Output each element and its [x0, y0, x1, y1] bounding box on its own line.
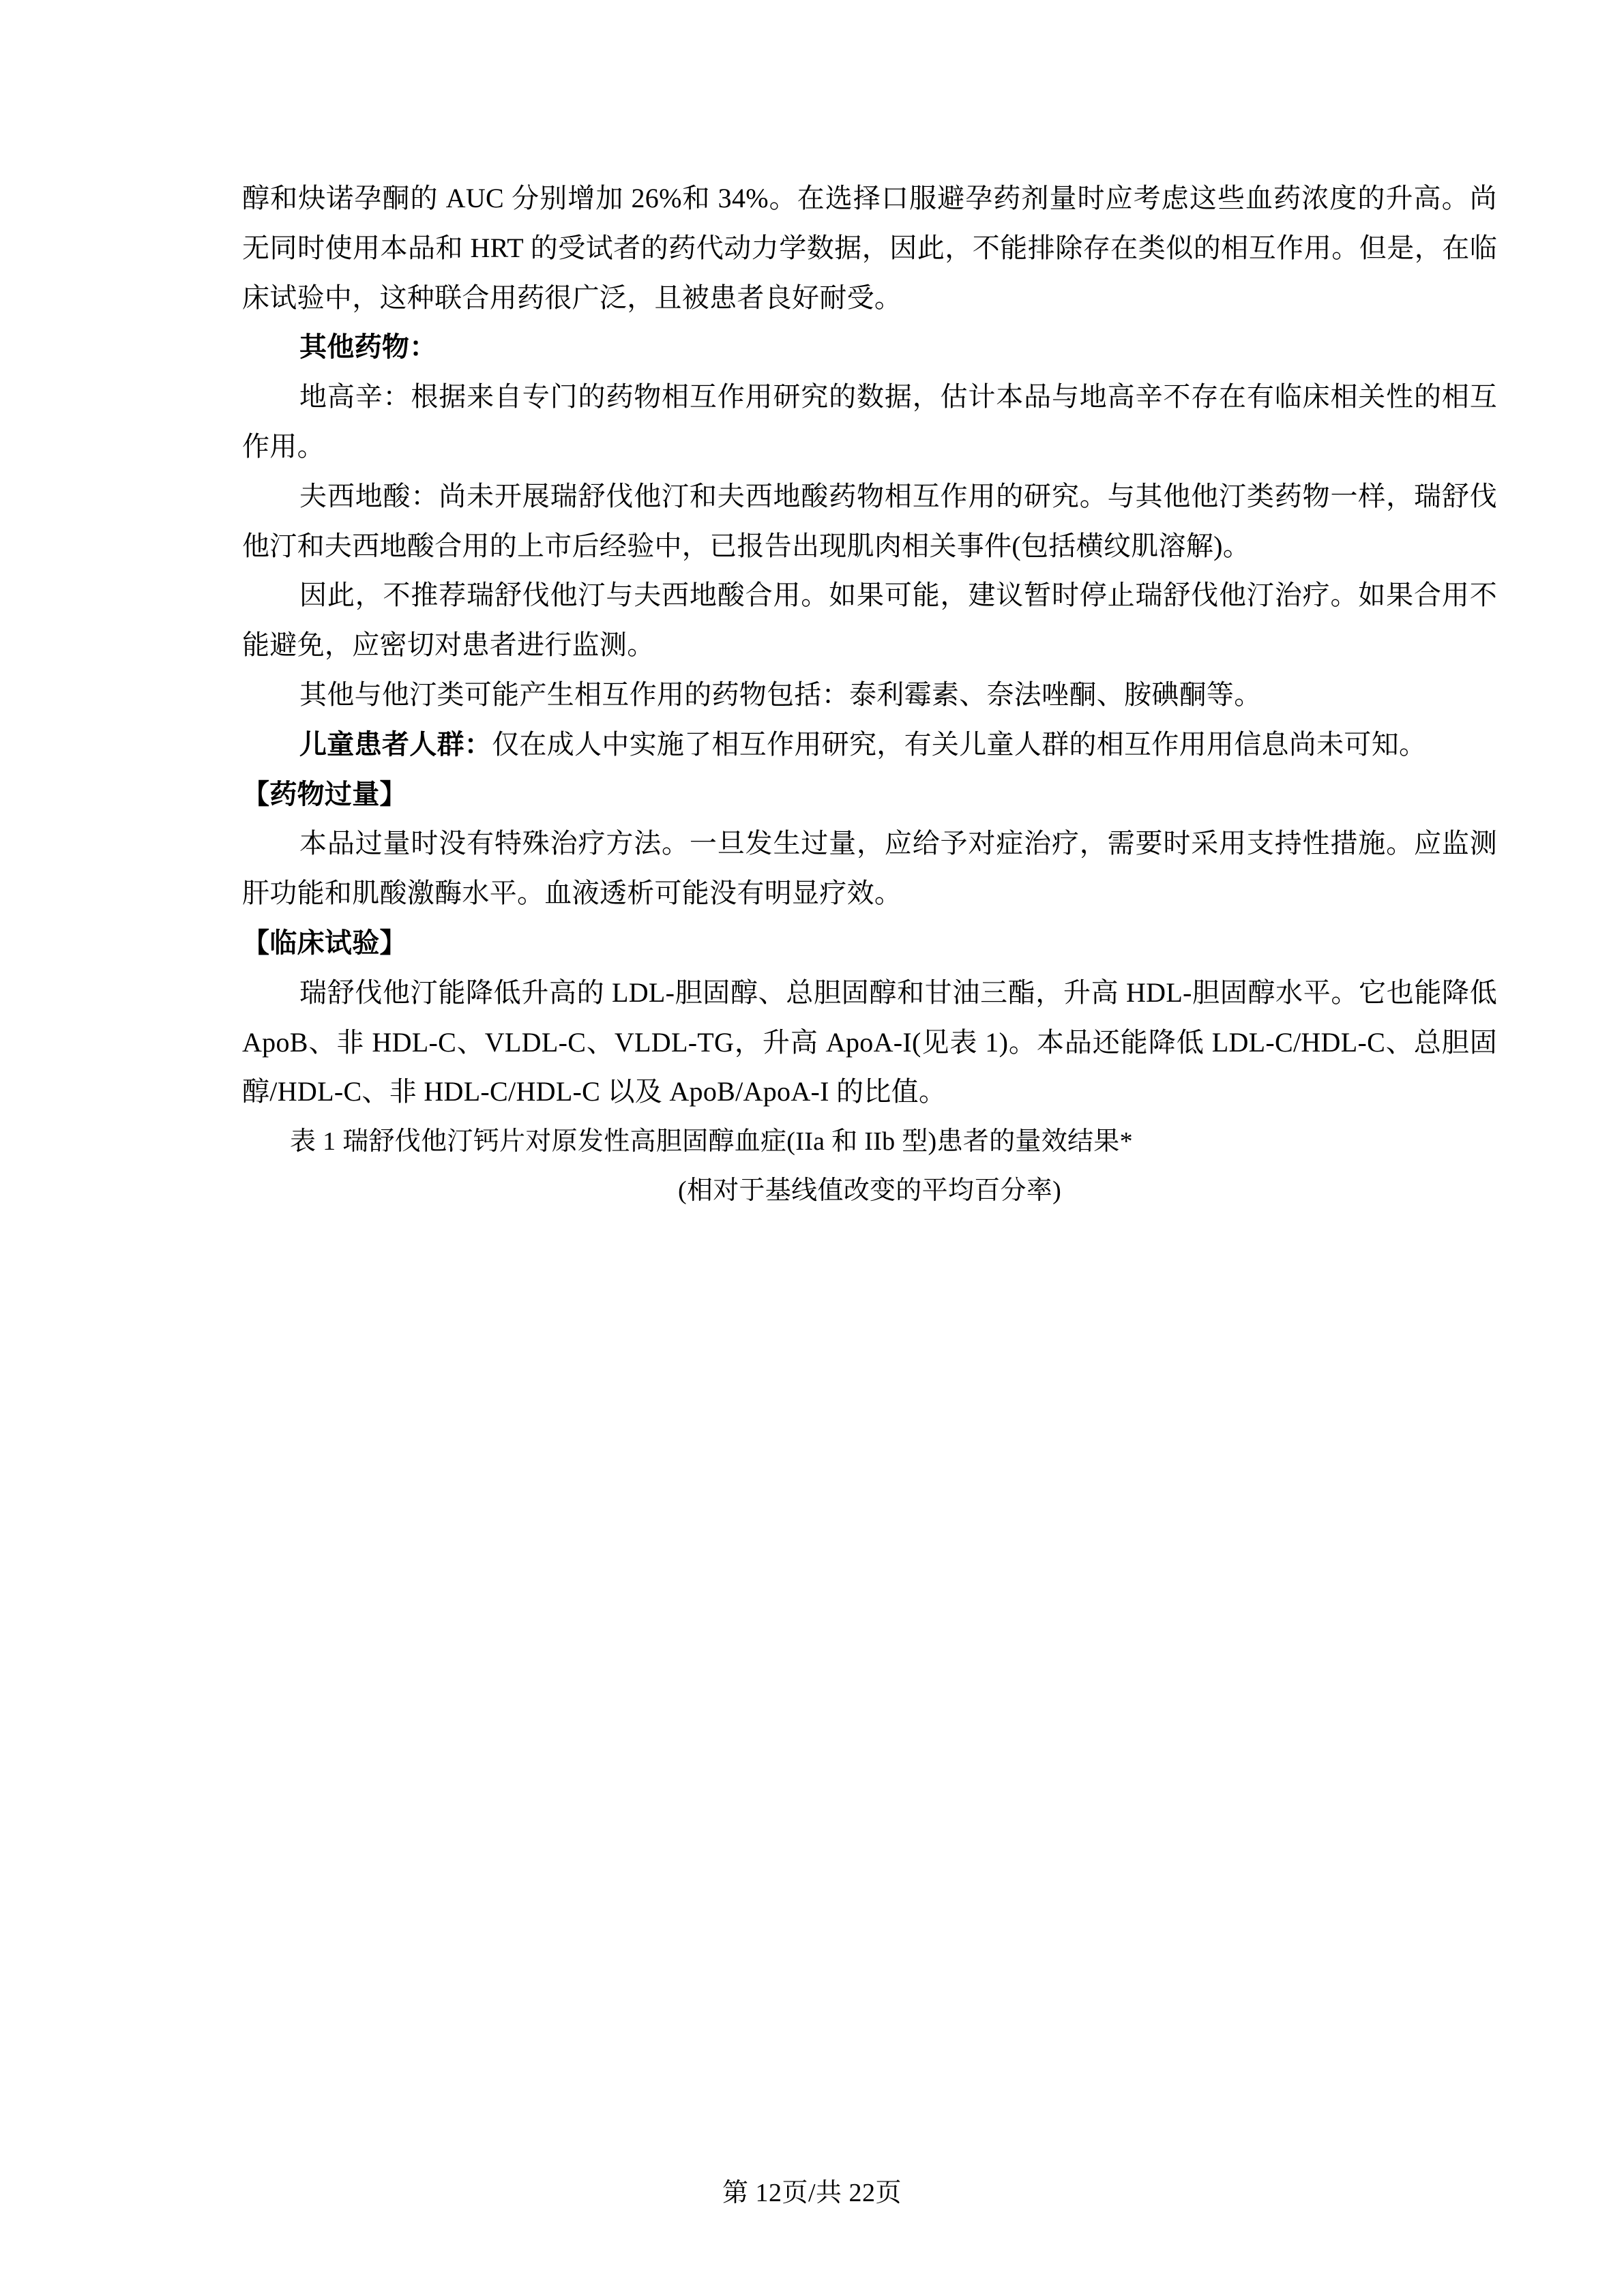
paragraph-pediatric-population: 儿童患者人群：仅在成人中实施了相互作用研究，有关儿童人群的相互作用用信息尚未可知。: [299, 728, 1427, 760]
paragraph-other-drugs-heading: 其他药物：: [299, 331, 437, 363]
section-heading-overdose: 【药物过量】: [242, 778, 407, 809]
section-body-overdose: 本品过量时没有特殊治疗方法。一旦发生过量，应给予对症治疗，需要时采用支持性措施。应监测肝功能和肌酸激酶水平。血液透析可能没有明显疗效。: [242, 828, 1497, 909]
table-caption: 表 1 瑞舒伐他汀钙片对原发性高胆固醇血症(IIa 和 IIb 型)患者的量效结果*: [290, 1127, 1133, 1157]
paragraph-fusidic-acid: 夫西地酸：尚未开展瑞舒伐他汀和夫西地酸药物相互作用的研究。与其他他汀类药物一样，瑞舒伐他汀和夫西地酸合用的上市后经验中，已报告出现肌肉相关事件(包括横纹肌溶解)。: [242, 480, 1497, 561]
paragraph-other-interactions: 其他与他汀类可能产生相互作用的药物包括：泰利霉素、奈法唑酮、胺碘酮等。: [299, 679, 1262, 710]
table-subcaption: (相对于基线值改变的平均百分率): [677, 1176, 1062, 1206]
pediatric-label: 儿童患者人群：: [299, 728, 492, 760]
paragraph-fusidic-recommendation: 因此，不推荐瑞舒伐他汀与夫西地酸合用。如果可能，建议暂时停止瑞舒伐他汀治疗。如果合用不能避免，应密切对患者进行监测。: [242, 580, 1497, 661]
section-body-clinical-trials: 瑞舒伐他汀能降低升高的 LDL-胆固醇、总胆固醇和甘油三酯，升高 HDL-胆固醇水平。它也能降低 ApoB、非 HDL-C、VLDL-C、VLDL-TG，升高 ApoA-I(见表 1)。本品还能降低 LDL-C/HDL-C、总胆固醇/HDL-C、非 HDL-C/HDL-C 以及 ApoB/ApoA-I 的比值。: [242, 976, 1497, 1107]
paragraph-digoxin: 地高辛：根据来自专门的药物相互作用研究的数据，估计本品与地高辛不存在有临床相关性的相互作用。: [242, 381, 1497, 462]
paragraph-auc-contraceptive: 醇和炔诺孕酮的 AUC 分别增加 26%和 34%。在选择口服避孕药剂量时应考虑这些血药浓度的升高。尚无同时使用本品和 HRT 的受试者的药代动力学数据，因此，不能排除存在类似的相互作用。但是，在临床试验中，这种联合用药很广泛，且被患者良好耐受。: [242, 183, 1497, 313]
section-heading-clinical-trials: 【临床试验】: [242, 927, 407, 958]
page-content: [242, 174, 1497, 1216]
page-footer: 第 12页/共 22页: [722, 2179, 902, 2207]
